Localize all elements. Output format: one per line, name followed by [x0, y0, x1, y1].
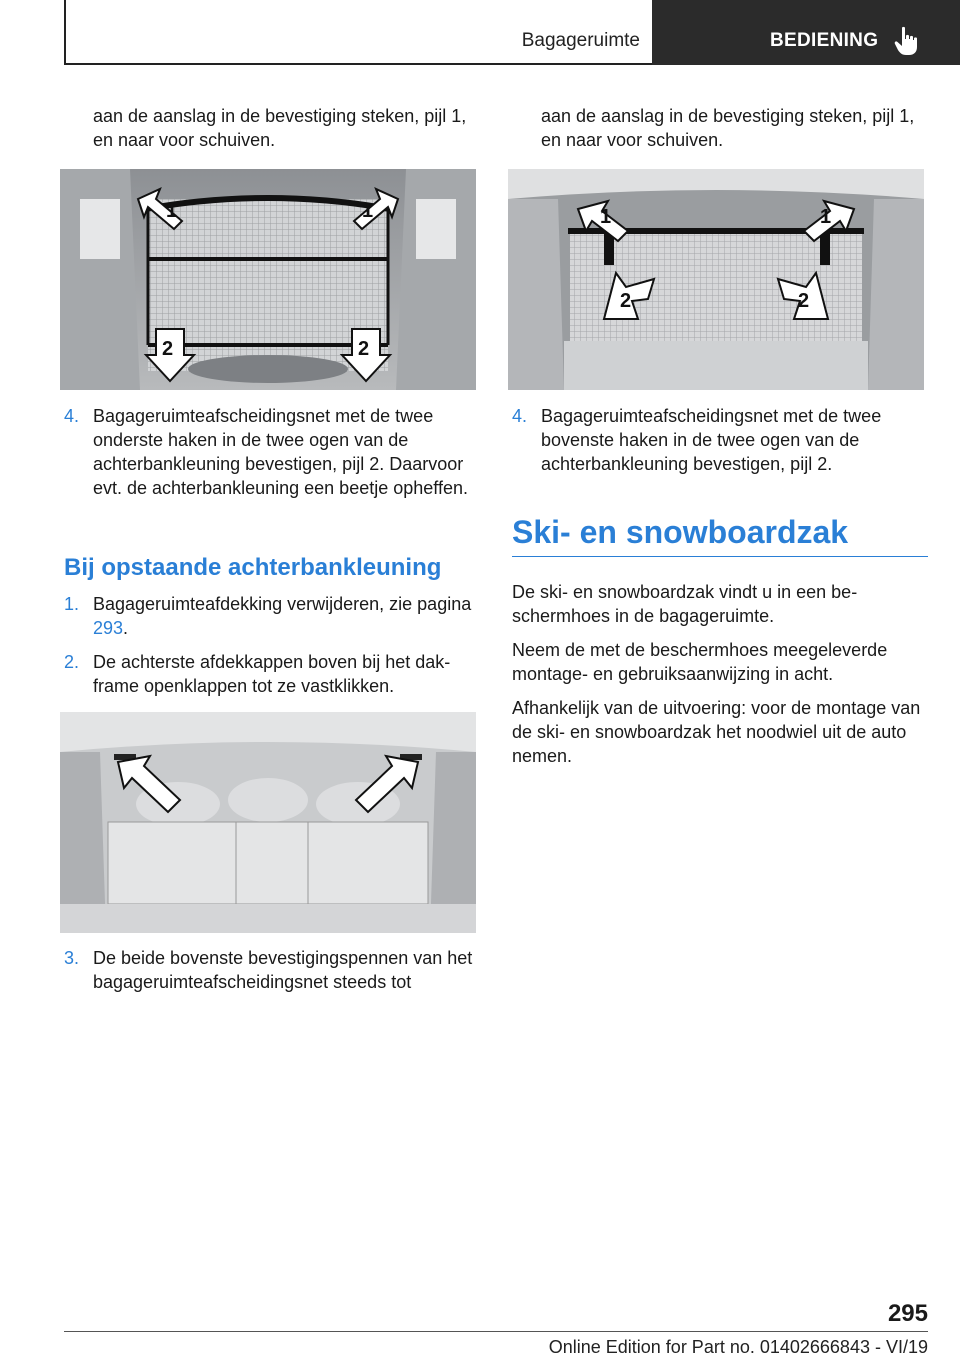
ski-bag-paragraph-3: Afhankelijk van de uitvoering: voor de montage van de ski- en snowboardzak het noodwiel uit de auto nemen. — [512, 698, 921, 766]
left-step-3-number: 3. — [64, 948, 80, 968]
left-step-3-text: De beide bovenste bevestigingspennen van het bagageruimteafscheidingsnet steeds tot — [93, 948, 473, 992]
header-chapter-tab[interactable] — [652, 0, 960, 65]
fig1-callout-2b: 2 — [358, 338, 370, 360]
pointing-hand-icon — [894, 26, 920, 56]
left-step-4-text: Bagageruimteafscheidingsnet met de twee onderste haken in de twee ogen van de achterbankleuning bevestigen, pijl 2. Daarvoor evt. de achterbankleuning een beetje opheffen. — [93, 406, 468, 498]
left-step-2 — [64, 650, 474, 698]
fig2-callout-1a: 1 — [600, 206, 612, 228]
right-intro-text: aan de aanslag in de bevestiging steken, pijl 1, en naar voor schuiven. — [541, 106, 915, 150]
right-step-4-text: Bagageruimteafscheidingsnet met de twee bovenste haken in de twee ogen van de achterbankleuning bevestigen, pijl 2. — [541, 406, 882, 474]
ski-bag-paragraph-1: De ski- en snowboardzak vindt u in een beschermhoes in de bagageruimte. — [512, 582, 858, 626]
left-step-3 — [64, 946, 474, 994]
left-step-2-text: De achterste afdekkappen boven bij het dakframe openklappen tot ze vastklikken. — [93, 652, 451, 696]
section-heading-ski-bag: Ski- en snowboardzak — [512, 514, 849, 550]
left-step-1 — [64, 592, 474, 640]
header-left-rule — [64, 0, 66, 64]
fig1-callout-1a: 1 — [166, 200, 178, 222]
header-bottom-rule — [64, 63, 652, 65]
fig1-callout-2a: 2 — [162, 338, 174, 360]
fig2-callout-2b: 2 — [798, 290, 810, 312]
page-number: 295 — [887, 1300, 928, 1327]
footer-edition: Online Edition for Part no. 01402666843 - VI/19 — [548, 1337, 928, 1357]
left-step-2-number: 2. — [64, 652, 80, 672]
page-link-293[interactable]: 293 — [93, 618, 124, 638]
header-chapter-label: BEDIENING — [770, 30, 879, 51]
ski-bag-paragraph-2: Neem de met de beschermhoes meegeleverde montage- en gebruiksaanwijzing in acht. — [512, 640, 888, 684]
figure-net-upper-hooks — [508, 169, 924, 390]
left-intro-text: aan de aanslag in de bevestiging steken, pijl 1, en naar voor schuiven. — [93, 106, 467, 150]
left-step-1-text: Bagageruimteafdekking verwijderen, zie pagina — [93, 594, 472, 614]
left-step-1-end: . — [123, 618, 129, 638]
header-section-title: Bagageruimte — [521, 30, 640, 51]
fig1-callout-1b: 1 — [362, 200, 374, 222]
fig2-callout-2a: 2 — [620, 290, 632, 312]
left-step-4 — [64, 404, 474, 500]
footer-rule — [64, 1331, 928, 1332]
fig2-callout-1b: 1 — [820, 206, 832, 228]
section-heading-upright-backrest: Bij opstaande achterbankleuning — [64, 554, 442, 581]
left-step-1-number: 1. — [64, 594, 80, 614]
right-step-4 — [512, 404, 922, 476]
figure-roof-cover-caps — [60, 712, 476, 933]
left-step-4-number: 4. — [64, 406, 80, 426]
right-step-4-number: 4. — [512, 406, 528, 426]
heading-underline — [512, 556, 928, 557]
figure-net-lower-hooks — [60, 169, 476, 390]
